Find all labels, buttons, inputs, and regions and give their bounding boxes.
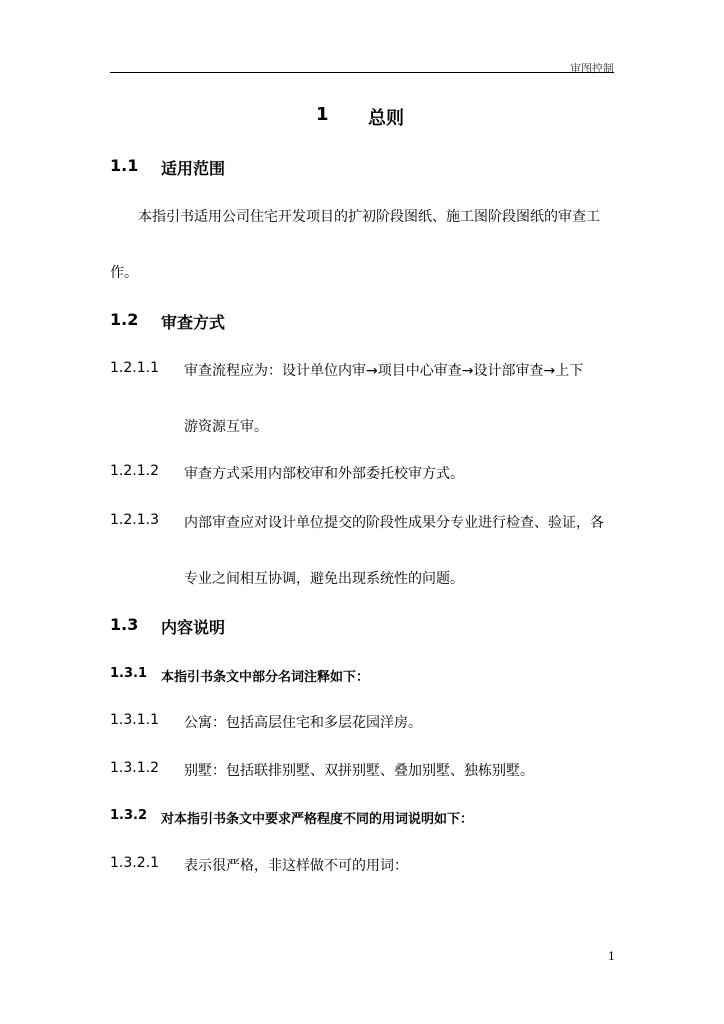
item-text: 审查方式采用内部校审和外部委托校审方式。 (184, 466, 464, 482)
subsection-title: 本指引书条文中部分名词注释如下： (161, 670, 370, 685)
item-text: 别墅：包括联排别墅、双拼别墅、叠加别墅、独栋别墅。 (184, 763, 534, 779)
paragraph-line: 作。 (110, 265, 138, 281)
page-number: 1 (608, 950, 615, 963)
subsection-number: 1.3.1 (110, 666, 148, 681)
paragraph-line: 本指引书适用公司住宅开发项目的扩初阶段图纸、施工图阶段图纸的审查工 (138, 209, 600, 225)
section-number: 1.2 (110, 310, 139, 329)
item-number: 1.2.1.3 (110, 512, 159, 528)
item-text-continued: 专业之间相互协调，避免出现系统性的问题。 (184, 571, 464, 587)
item-number: 1.2.1.2 (110, 463, 159, 479)
section-title: 内容说明 (161, 618, 226, 637)
item-text: 表示很严格，非这样做不可的用词： (184, 858, 408, 874)
item-text-continued: 游资源互审。 (184, 419, 268, 435)
item-text: 审查流程应为：设计单位内审→项目中心审查→设计部审查→上下 (184, 363, 584, 379)
item-text: 公寓：包括高层住宅和多层花园洋房。 (184, 715, 422, 731)
chapter-title: 总则 (368, 108, 404, 129)
item-text: 内部审查应对设计单位提交的阶段性成果分专业进行检查、验证，各 (184, 515, 604, 531)
section-title: 适用范围 (161, 159, 226, 178)
item-number: 1.3.1.1 (110, 712, 159, 728)
item-number: 1.3.2.1 (110, 855, 159, 871)
subsection-title: 对本指引书条文中要求严格程度不同的用词说明如下： (161, 812, 474, 827)
header-rule (110, 72, 614, 73)
section-number: 1.1 (110, 156, 139, 175)
item-number: 1.3.1.2 (110, 760, 159, 776)
item-number: 1.2.1.1 (110, 360, 159, 376)
subsection-number: 1.3.2 (110, 808, 148, 823)
section-title: 审查方式 (161, 313, 226, 332)
section-number: 1.3 (110, 615, 139, 634)
chapter-number: 1 (316, 104, 329, 125)
running-header: 审图控制 (570, 62, 614, 75)
